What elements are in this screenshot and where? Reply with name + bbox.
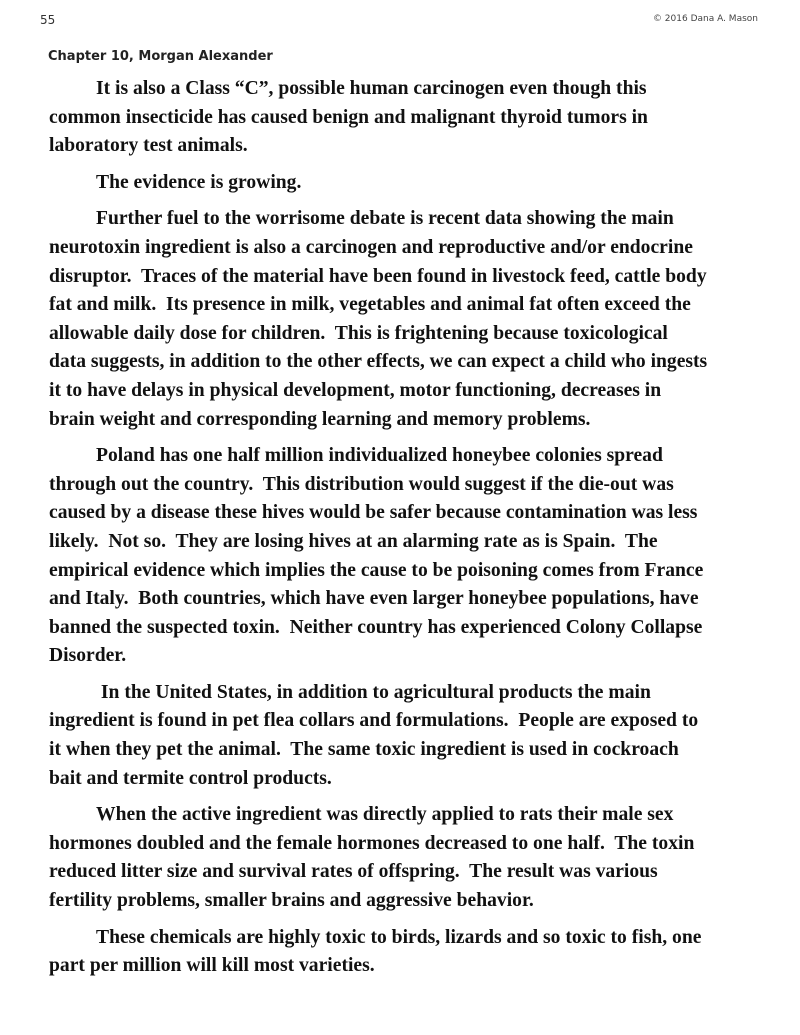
paragraph (49, 169, 759, 198)
text-line: data suggests, in addition to the other effects, we can expect a child who ingests (49, 351, 708, 373)
text-line: brain weight and corresponding learning and memory problems. (49, 408, 591, 430)
text-line: The evidence is growing. (96, 171, 302, 193)
text-line: ingredient is found in pet flea collars and formulations. People are exposed to (49, 710, 699, 732)
body-text (49, 75, 759, 989)
paragraph (49, 205, 759, 434)
text-line: caused by a disease these hives would be safer because contamination was less (49, 502, 698, 524)
copyright-notice: © 2016 Dana A. Mason (652, 14, 758, 24)
text-line: empirical evidence which implies the cause to be poisoning comes from France (49, 559, 704, 581)
text-line: fertility problems, smaller brains and aggressive behavior. (49, 890, 534, 912)
text-line: likely. Not so. They are losing hives at an alarming rate as is Spain. The (49, 530, 658, 552)
page-number: 55 (40, 13, 56, 27)
text-line: When the active ingredient was directly applied to rats their male sex (96, 804, 674, 826)
paragraph (49, 75, 759, 161)
text-line: and Italy. Both countries, which have even larger honeybee populations, have (49, 588, 699, 610)
text-line: Poland has one half million individualized honeybee colonies spread (96, 445, 663, 467)
text-line: These chemicals are highly toxic to birds, lizards and so toxic to fish, one (96, 926, 702, 948)
text-line: In the United States, in addition to agricultural products the main (96, 681, 651, 703)
text-line: reduced litter size and survival rates of offspring. The result was various (49, 861, 658, 883)
paragraph (49, 924, 759, 981)
text-line: Further fuel to the worrisome debate is recent data showing the main (96, 208, 674, 230)
text-line: bait and termite control products. (49, 767, 332, 789)
text-line: it when they pet the animal. The same toxic ingredient is used in cockroach (49, 739, 679, 761)
text-line: common insecticide has caused benign and malignant thyroid tumors in (49, 106, 648, 128)
text-line: part per million will kill most varieties. (49, 955, 375, 977)
text-line: Disorder. (49, 645, 127, 667)
text-line: laboratory test animals. (49, 135, 248, 157)
text-line: fat and milk. Its presence in milk, vegetables and animal fat often exceed the (49, 294, 691, 316)
text-line: neurotoxin ingredient is also a carcinogen and reproductive and/or endocrine (49, 236, 693, 258)
paragraph (49, 801, 759, 915)
text-line: hormones doubled and the female hormones decreased to one half. The toxin (49, 832, 695, 854)
text-line: banned the suspected toxin. Neither country has experienced Colony Collapse (49, 616, 703, 638)
text-line: allowable daily dose for children. This is frightening because toxicological (49, 322, 668, 344)
text-line: it to have delays in physical development, motor functioning, decreases in (49, 379, 662, 401)
chapter-heading: Chapter 10, Morgan Alexander (48, 49, 273, 64)
text-line: disruptor. Traces of the material have been found in livestock feed, cattle body (49, 265, 707, 287)
text-line: It is also a Class “C”, possible human carcinogen even though this (96, 78, 647, 99)
paragraph (49, 442, 759, 671)
paragraph (49, 679, 759, 793)
text-line: through out the country. This distribution would suggest if the die-out was (49, 473, 674, 495)
